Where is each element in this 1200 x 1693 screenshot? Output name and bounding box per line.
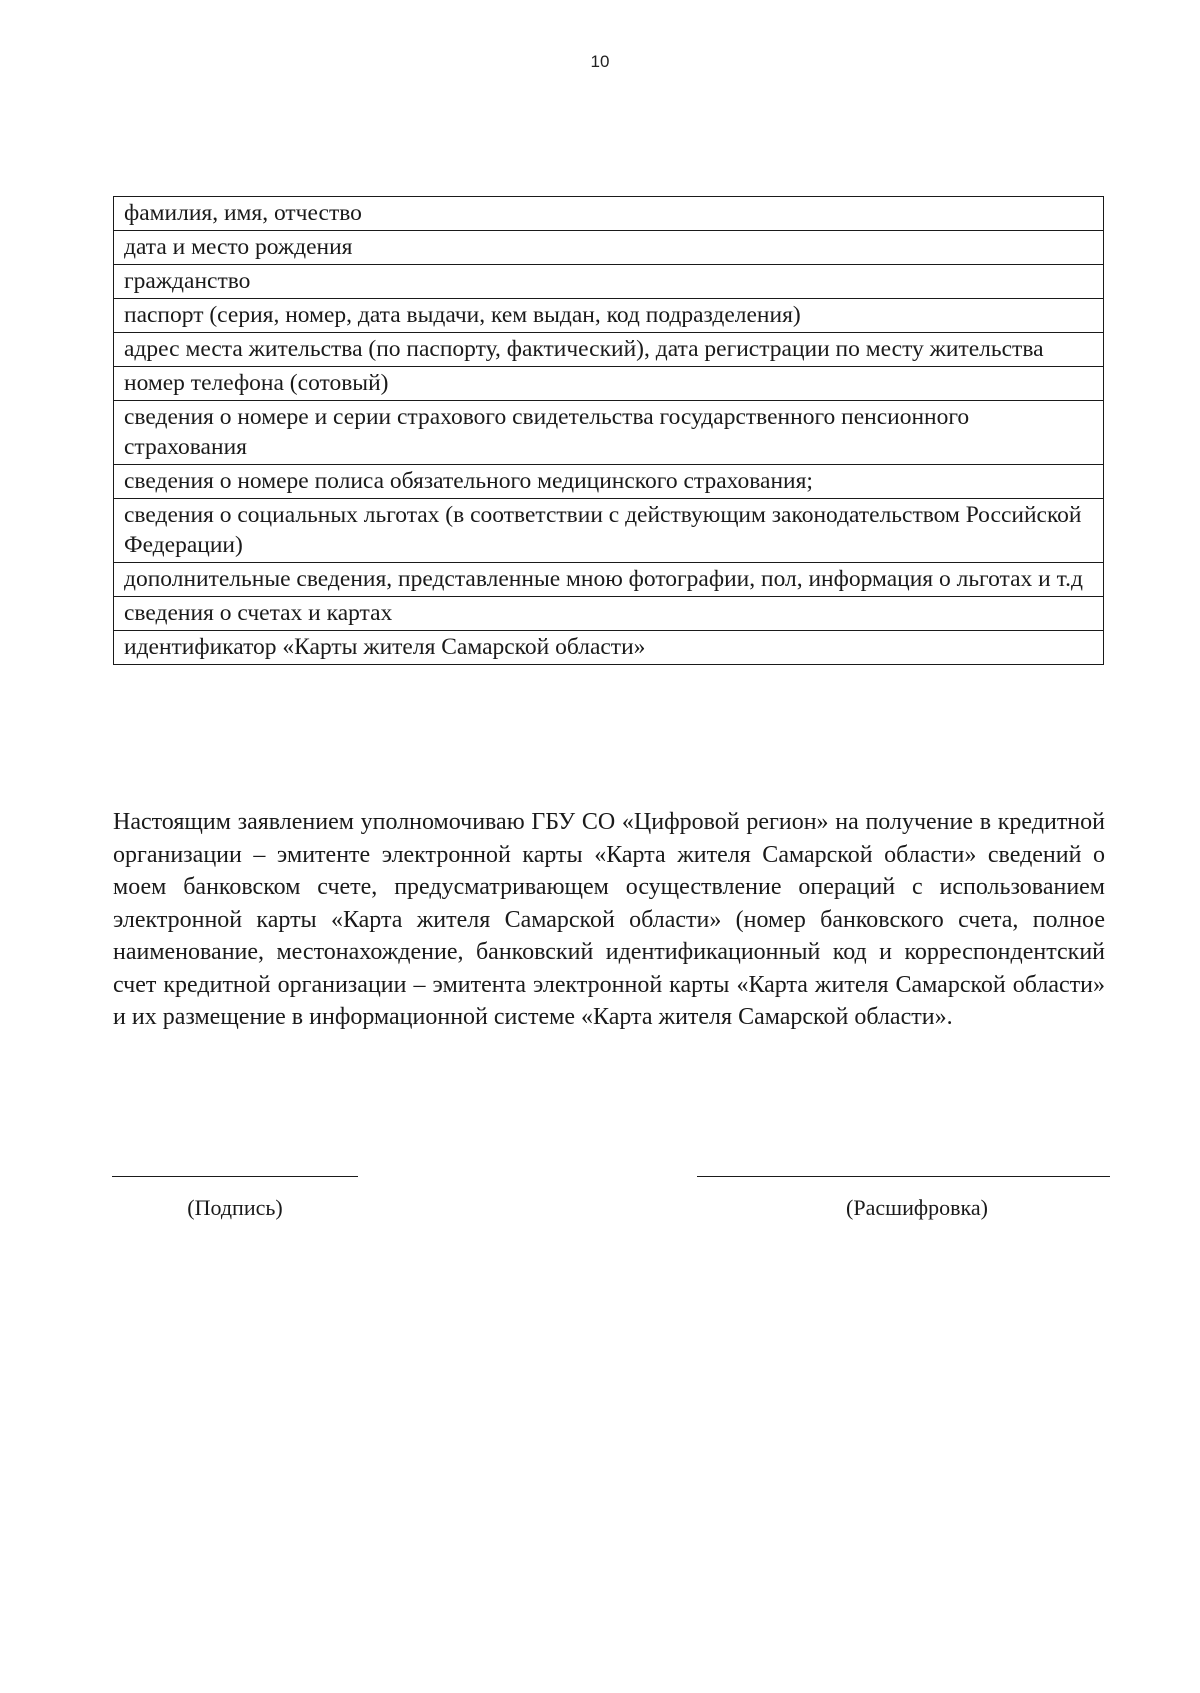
table-row <box>114 401 1104 465</box>
table-cell: сведения о номере и серии страхового свидетельства государственного пенсионного страхования <box>114 401 1104 465</box>
table-cell: дополнительные сведения, представленные мною фотографии, пол, информация о льготах и т.д <box>114 563 1104 597</box>
table-cell: сведения о номере полиса обязательного медицинского страхования; <box>114 465 1104 499</box>
table-cell: номер телефона (сотовый) <box>114 367 1104 401</box>
table-cell: дата и место рождения <box>114 231 1104 265</box>
table-row <box>114 197 1104 231</box>
table-row <box>114 367 1104 401</box>
personal-data-table <box>113 196 1104 665</box>
table-row <box>114 631 1104 665</box>
page-number: 10 <box>590 52 610 71</box>
table-cell: сведения о счетах и картах <box>114 597 1104 631</box>
transcript-caption: (Расшифровка) <box>846 1195 988 1220</box>
table-cell: фамилия, имя, отчество <box>114 197 1104 231</box>
authorization-statement: Настоящим заявлением уполномочиваю ГБУ СО «Цифровой регион» на получение в кредитной организации – эмитенте электронной карты «Карта жителя Самарской области» сведений о моем банковском счете, предусматривающем осуществление операций с использованием электронной карты «Карта жителя Самарской области» (номер банковского счета, полное наименование, местонахождение, банковский идентификационный код и корреспондентский счет кредитной организации – эмитента электронной карты «Карта жителя Самарской области» и их размещение в информационной системе «Карта жителя Самарской области». <box>113 809 1105 1030</box>
table-row <box>114 597 1104 631</box>
table-cell: гражданство <box>114 265 1104 299</box>
transcript-line <box>697 1176 1110 1177</box>
table-row <box>114 563 1104 597</box>
table-row <box>114 265 1104 299</box>
signature-line <box>112 1176 358 1177</box>
table-row <box>114 465 1104 499</box>
table-row <box>114 299 1104 333</box>
table-cell: сведения о социальных льготах (в соответствии с действующим законодательством Российской Федерации) <box>114 499 1104 563</box>
table-cell: идентификатор «Карты жителя Самарской области» <box>114 631 1104 665</box>
signature-caption: (Подпись) <box>187 1195 283 1220</box>
table-row <box>114 333 1104 367</box>
table-row <box>114 499 1104 563</box>
table-cell: паспорт (серия, номер, дата выдачи, кем выдан, код подразделения) <box>114 299 1104 333</box>
table-cell: адрес места жительства (по паспорту, фактический), дата регистрации по месту жительства <box>114 333 1104 367</box>
table-row <box>114 231 1104 265</box>
